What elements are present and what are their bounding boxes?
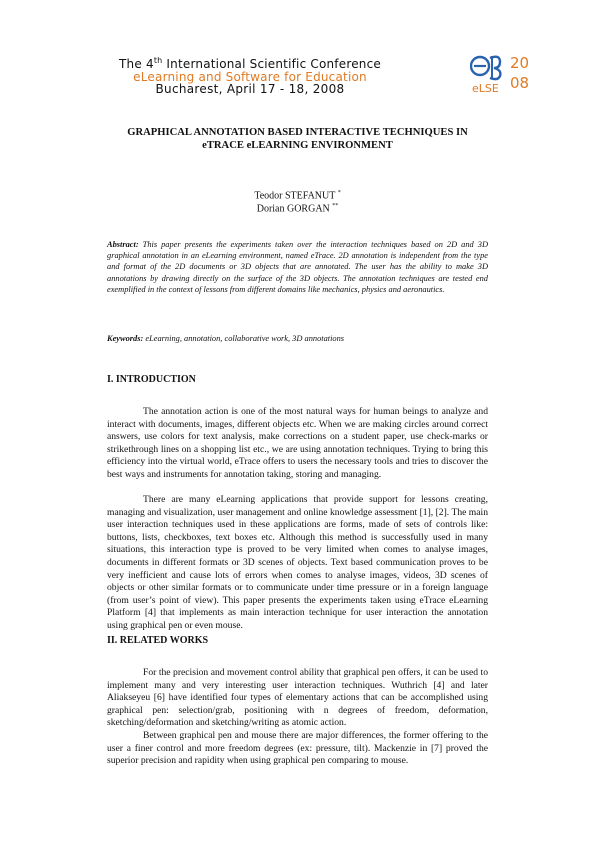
conference-title-prefix: The 4 [119,57,154,71]
paper-title [80,126,515,152]
keywords-label: Keywords: [107,334,144,343]
author-1-mark: * [337,190,341,196]
conference-subtitle: eLearning and Software for Education [133,69,367,84]
else-logo [470,52,532,98]
paper-title-line2: eTRACE eLEARNING ENVIRONMENT [202,140,393,151]
author-2-mark: ** [332,203,339,209]
keywords [107,333,488,344]
paragraph: There are many eLearning applications that provide support for lessons creating, managing and visualization, user management and online knowledge assessment [1], [2]. The main user interaction techniques used in these applications are forms, made of sets of controls like: buttons, lists, checkboxes, text boxes etc. Although this method is successfully used in many situations, this interaction type is proved to be very limited when comes to analyse images, documents in different formats or 3D scenes of objects. Text based communication proves to be very inefficient and cause lots of errors when comes to analyse images, videos, 3D scenes of objects or other similar formats or to communicate under time pressure or in a foreign language (from user’s point of view). This paper presents the experiments taken using eTrace eLearning Platform [4] that implements as main interaction technique for user interaction the annotation using graphical pen or even mouse. [107,494,488,631]
paper-title-line1: GRAPHICAL ANNOTATION BASED INTERACTIVE TECHNIQUES IN [127,127,468,138]
logo-year-bottom: 08 [510,74,530,92]
else-logo-icon [470,52,508,82]
author-2 [0,200,595,215]
section-heading-introduction: I. INTRODUCTION [107,374,196,385]
section-heading-related-works: II. RELATED WORKS [107,635,209,646]
conference-title [60,55,440,71]
conference-location-date: Bucharest, April 17 - 18, 2008 [155,82,345,96]
paragraph: Between graphical pen and mouse there are major differences, the former offering to the user a finer control and more freedom degrees (ex: pressure, tilt). Mackenzie in [7] proved the superior precision and rapidity when using graphical pen comparing to mouse. [107,730,488,767]
conference-title-rest: International Scientific Conference [162,57,381,71]
logo-year-top: 20 [510,54,530,72]
conference-header [60,55,440,96]
abstract [107,239,488,295]
conference-title-ordinal: th [153,56,163,65]
keywords-text: eLearning, annotation, collaborative work, 3D annotations [143,334,345,343]
paragraph: For the precision and movement control ability that graphical pen offers, it can be used to implement many and very interesting user interaction techniques. Wuthrich [4] and later Aliakseyeu [6] have identified four types of elementary actions that can be accomplished using graphical pen: selection/grab, positioning with n degrees of freedom, deformation, sketching/deformation and sketching/writing as atomic action. [107,667,488,729]
abstract-text: This paper presents the experiments taken over the interaction techniques based on 2D and 3D graphical annotation in an eLearning environment, named eTrace. 2D annotation is independent from the type and format of the 2D documents or 3D objects that are annotated. The user has the ability to make 3D annotations by drawing directly on the surface of the 3D objects. The annotation techniques are tested end exemplified in the context of lessons from different domains like mechanics, physics and aeronautics. [107,240,488,294]
abstract-label: Abstract: [107,240,139,249]
author-2-name: Dorian GORGAN [256,203,330,215]
paragraph: The annotation action is one of the most natural ways for human beings to analyze and interact with documents, images, different objects etc. When we are making circles around correct answers, use colors for text analysis, make corrections on a student paper, use check-marks or strikethrough lines on a shopping list etc., we are using annotation techniques. Trying to bring this efficiency into the virtual world, eTrace offers to users the necessary tools and tries to discover the best ways and instruments for annotation taking, storing and managing. [107,406,488,480]
logo-name: eLSE [472,82,499,95]
author-1-name: Teodor STEFANUT [254,190,336,202]
